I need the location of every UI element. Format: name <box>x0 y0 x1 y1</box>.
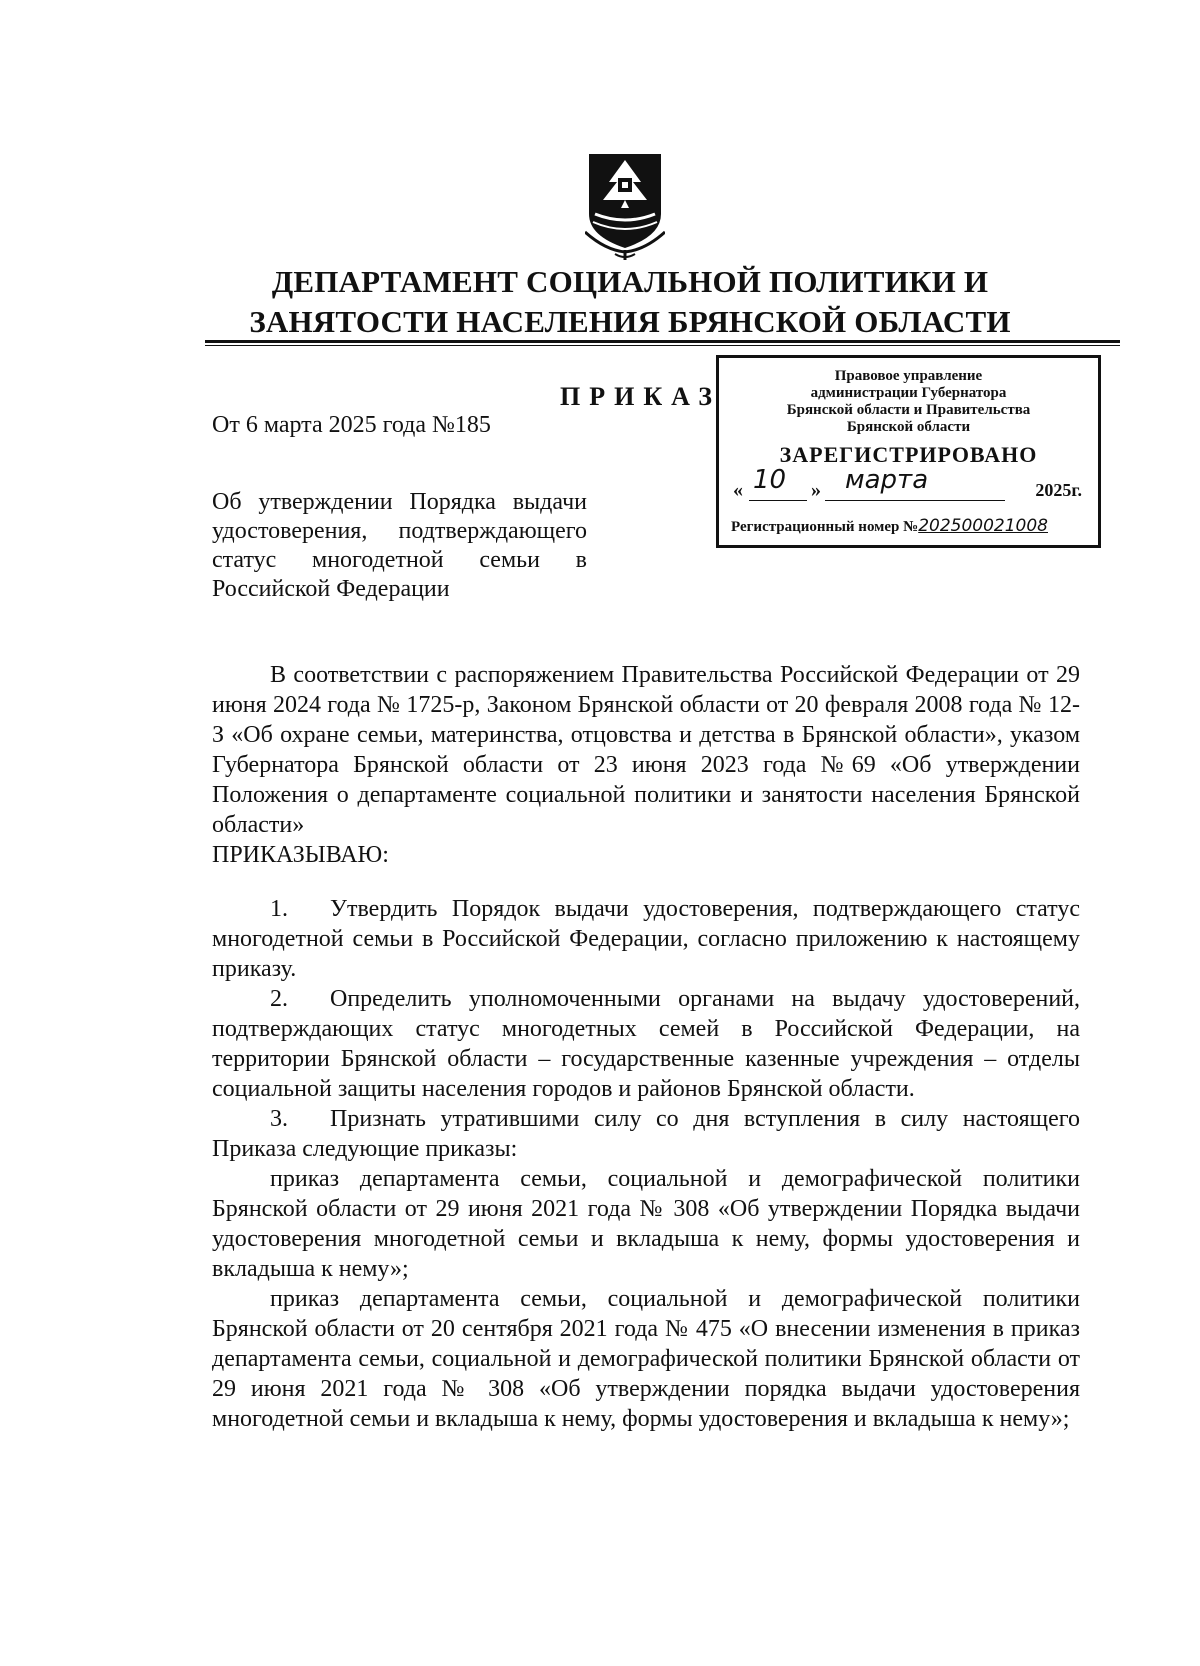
header-rule <box>205 340 1120 343</box>
department-title <box>0 262 1200 342</box>
bryansk-coat-of-arms-icon <box>585 152 665 260</box>
department-title-line2: ЗАНЯТОСТИ НАСЕЛЕНИЯ БРЯНСКОЙ ОБЛАСТИ <box>249 304 1011 339</box>
stamp-date-row <box>733 465 1088 506</box>
order-title: ПРИКАЗ <box>560 382 722 411</box>
order-item-3 <box>212 1104 1080 1164</box>
registration-stamp <box>716 355 1101 548</box>
stamp-month: марта <box>845 465 929 495</box>
order-item-2 <box>212 984 1080 1104</box>
item-text: Признать утратившими силу со дня вступления в силу настоящего Приказа следующие приказы: <box>212 1106 1080 1162</box>
order-word: ПРИКАЗЫВАЮ: <box>212 842 389 868</box>
stamp-org-line1: Правовое управление <box>834 368 983 384</box>
stamp-day: 10 <box>753 465 787 495</box>
stamp-reg-label: Регистрационный номер № <box>731 519 919 535</box>
stamp-year: 2025г. <box>1035 480 1082 500</box>
repealed-order-2: приказ департамента семьи, социальной и демографической политики Брянской области от 20 сентября 2021 года № 475 «О внесении изменения в приказ департамента семьи, социальной и демографической политики Брянской области от 29 июня 2021 года № 308 «Об утверждении порядка выдачи удостоверения многодетной семьи и вкладыша к нему, формы удостоверения и вкладыша к нему»; <box>212 1286 1080 1432</box>
item-number: 1. <box>270 896 288 922</box>
item-number: 2. <box>270 986 288 1012</box>
stamp-organization <box>719 368 1098 436</box>
order-body <box>212 660 1080 1434</box>
stamp-quote-mark: « <box>733 479 743 501</box>
order-subject: Об утверждении Порядка выдачи удостоверения, подтверждающего статус многодетной семьи в Российской Федерации <box>212 489 587 602</box>
stamp-registration-number <box>731 518 1090 536</box>
item-text: Определить уполномоченными органами на выдачу удостоверений, подтверждающих статус многодетных семей в Российской Федерации, на территории Брянской области – государственные казенные учреждения – отделы социальной защиты населения городов и районов Брянской области. <box>212 986 1080 1102</box>
stamp-status: ЗАРЕГИСТРИРОВАНО <box>779 442 1038 467</box>
item-number: 3. <box>270 1106 288 1132</box>
order-date-number: От 6 марта 2025 года №185 <box>212 412 491 438</box>
item-text: Утвердить Порядок выдачи удостоверения, подтверждающего статус многодетной семьи в Российской Федерации, согласно приложению к настоящему приказу. <box>212 896 1080 982</box>
stamp-reg-number: 202500021008 <box>918 516 1048 536</box>
stamp-month-underline <box>825 500 1005 501</box>
order-item-1 <box>212 894 1080 984</box>
stamp-day-underline <box>749 500 807 501</box>
stamp-quote-mark-close: » <box>811 479 821 501</box>
stamp-org-line4: Брянской области <box>846 419 971 435</box>
preamble-paragraph: В соответствии с распоряжением Правительства Российской Федерации от 29 июня 2024 года № 1725-р, Законом Брянской области от 20 февраля 2008 года № 12-З «Об охране семьи, материнства, отцовства и детства в Брянской области», указом Губернатора Брянской области от 23 июня 2023 года №69 «Об утверждении Положения о департаменте социальной политики и занятости населения Брянской области» <box>212 662 1080 838</box>
header-rule-thin <box>205 345 1120 346</box>
repealed-order-1: приказ департамента семьи, социальной и демографической политики Брянской области от 29 июня 2021 года № 308 «Об утверждении Порядка выдачи удостоверения многодетной семьи и вкладыша к нему, формы удостоверения и вкладыша к нему»; <box>212 1166 1080 1282</box>
stamp-org-line2: администрации Губернатора <box>810 385 1007 401</box>
stamp-org-line3: Брянской области и Правительства <box>786 402 1031 418</box>
department-title-line1: ДЕПАРТАМЕНТ СОЦИАЛЬНОЙ ПОЛИТИКИ И <box>271 264 989 299</box>
